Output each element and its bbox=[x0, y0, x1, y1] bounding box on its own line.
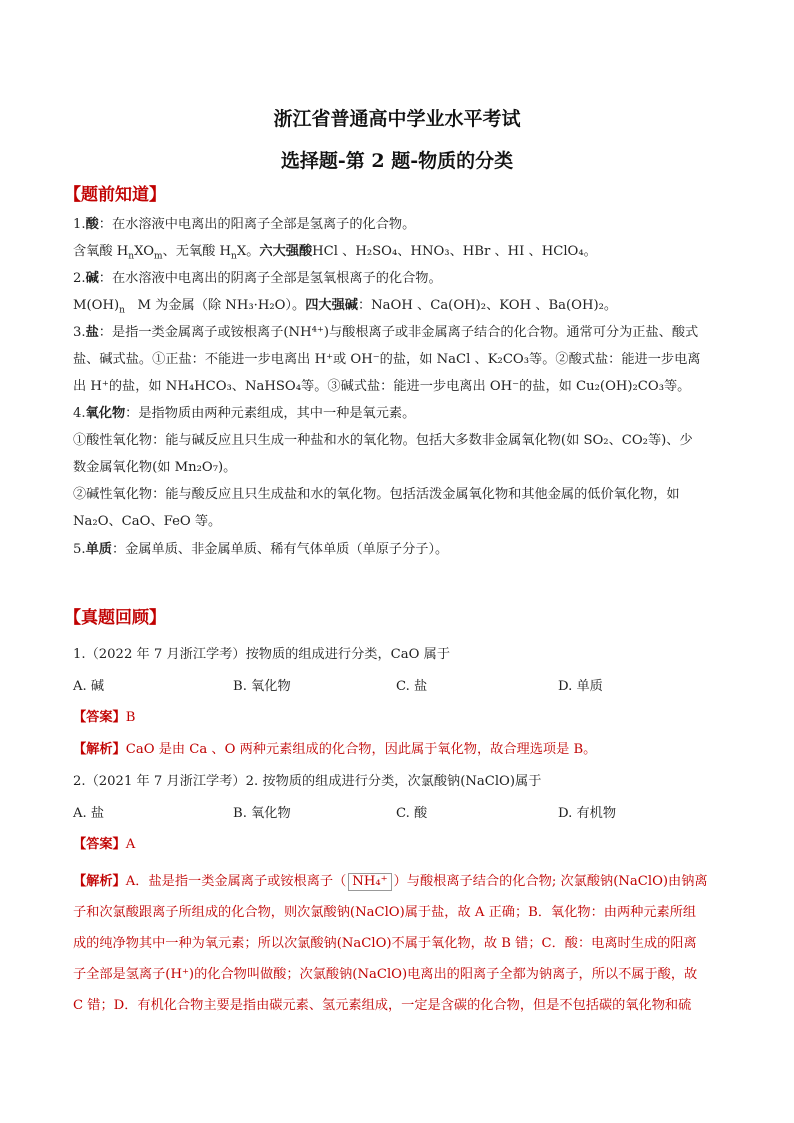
knowledge-oxide-line-4: Na₂O、CaO、FeO 等。 bbox=[73, 514, 222, 529]
knowledge-salt-line-3: 出 H⁺的盐，如 NH₄HCO₃、NaHSO₄等。③碱式盐：能进一步电离出 OH⁻的盐，如 Cu₂(OH)₂CO₃等。 bbox=[73, 379, 691, 394]
question-1-option-a: A. 碱 bbox=[73, 679, 105, 694]
document-title: 浙江省普通高中学业水平考试 bbox=[273, 108, 521, 130]
question-2-stem: 2.（2021 年 7 月浙江学考）2. 按物质的组成进行分类，次氯酸钠(NaClO)属于 bbox=[73, 774, 542, 789]
question-2-option-a: A. 盐 bbox=[73, 806, 105, 821]
knowledge-oxide-line-1: ①酸性氧化物：能与碱反应且只生成一种盐和水的氧化物。包括大多数非金属氧化物(如 SO₂、CO₂等)、少 bbox=[73, 433, 693, 448]
question-2-analysis-line-1: 【解析】A．盐是指一类金属离子或铵根离子（ NH₄⁺ ）与酸根离子结合的化合物; 次氯酸钠(NaClO)由钠离 bbox=[73, 874, 708, 889]
question-1-answer: 【答案】B bbox=[73, 710, 136, 725]
section-heading-past-questions: 【真题回顾】 bbox=[64, 608, 166, 628]
knowledge-oxide-line-2: 数金属氧化物(如 Mn₂O₇)。 bbox=[73, 460, 237, 475]
document-subtitle: 选择题-第 2 题-物质的分类 bbox=[280, 150, 514, 172]
question-2-analysis-line-2: 子和次氯酸跟离子所组成的化合物，则次氯酸钠(NaClO)属于盐，故 A 正确；B．氧化物：由两种元素所组 bbox=[73, 905, 697, 920]
question-2-analysis-line-5: C 错；D．有机化合物主要是指由碳元素、氢元素组成，一定是含碳的化合物，但是不包括碳的氧化物和硫 bbox=[73, 998, 692, 1013]
question-1-analysis: 【解析】CaO 是由 Ca 、O 两种元素组成的化合物，因此属于氧化物，故合理选项是 B。 bbox=[73, 742, 597, 757]
section-heading-knowledge: 【题前知道】 bbox=[64, 185, 166, 205]
question-1-option-d: D. 单质 bbox=[558, 679, 603, 694]
knowledge-salt-line-2: 盐、碱式盐。①正盐：不能进一步电离出 H⁺或 OH⁻的盐，如 NaCl 、K₂CO₃等。②酸式盐：能进一步电离 bbox=[73, 352, 701, 367]
ammonium-ion-formula: NH₄⁺ bbox=[348, 873, 391, 891]
question-2-answer: 【答案】A bbox=[73, 837, 136, 852]
knowledge-base-definition: 2.碱：在水溶液中电离出的阴离子全部是氢氧根离子的化合物。 bbox=[73, 271, 442, 286]
knowledge-acid-types: 含氧酸 $H_nXO_m$、无氧酸 $H_nX$。六大强酸HCl 、H₂SO₄、HNO₃、HBr 、HI 、HClO₄。 bbox=[73, 244, 597, 262]
knowledge-acid-definition: 1.酸：在水溶液中电离出的阳离子全部是氢离子的化合物。 bbox=[73, 217, 416, 232]
question-2-option-b: B. 氧化物 bbox=[233, 806, 291, 821]
knowledge-element-definition: 5.单质：金属单质、非金属单质、稀有气体单质（单原子分子）。 bbox=[73, 542, 449, 557]
question-1-stem: 1.（2022 年 7 月浙江学考）按物质的组成进行分类，CaO 属于 bbox=[73, 647, 451, 662]
question-2-analysis-line-3: 成的纯净物其中一种为氧元素；所以次氯酸钠(NaClO)不属于氧化物，故 B 错；C．酸：电离时生成的阳离 bbox=[73, 936, 697, 951]
knowledge-oxide-line-3: ②碱性氧化物：能与酸反应且只生成盐和水的氧化物。包括活泼金属氧化物和其他金属的低价氧化物，如 bbox=[73, 487, 680, 502]
question-2-option-c: C. 酸 bbox=[396, 806, 428, 821]
knowledge-oxide-definition: 4.氧化物：是指物质由两种元素组成，其中一种是氧元素。 bbox=[73, 406, 416, 421]
knowledge-salt-line-1: 3.盐：是指一类金属离子或铵根离子(NH⁴⁺)与酸根离子或非金属离子结合的化合物。通常可分为正盐、酸式 bbox=[73, 325, 699, 340]
question-2-analysis-line-4: 子全部是氢离子(H⁺)的化合物叫做酸；次氯酸钠(NaClO)电离出的阳离子全都为钠离子，所以不属于酸，故 bbox=[73, 967, 698, 982]
knowledge-base-types: $M(OH)_n$ M 为金属（除 NH₃·H₂O）。四大强碱：NaOH 、Ca(OH)₂、KOH 、Ba(OH)₂。 bbox=[73, 298, 618, 316]
question-1-option-c: C. 盐 bbox=[396, 679, 428, 694]
question-2-option-d: D. 有机物 bbox=[558, 806, 617, 821]
question-1-option-b: B. 氧化物 bbox=[233, 679, 291, 694]
